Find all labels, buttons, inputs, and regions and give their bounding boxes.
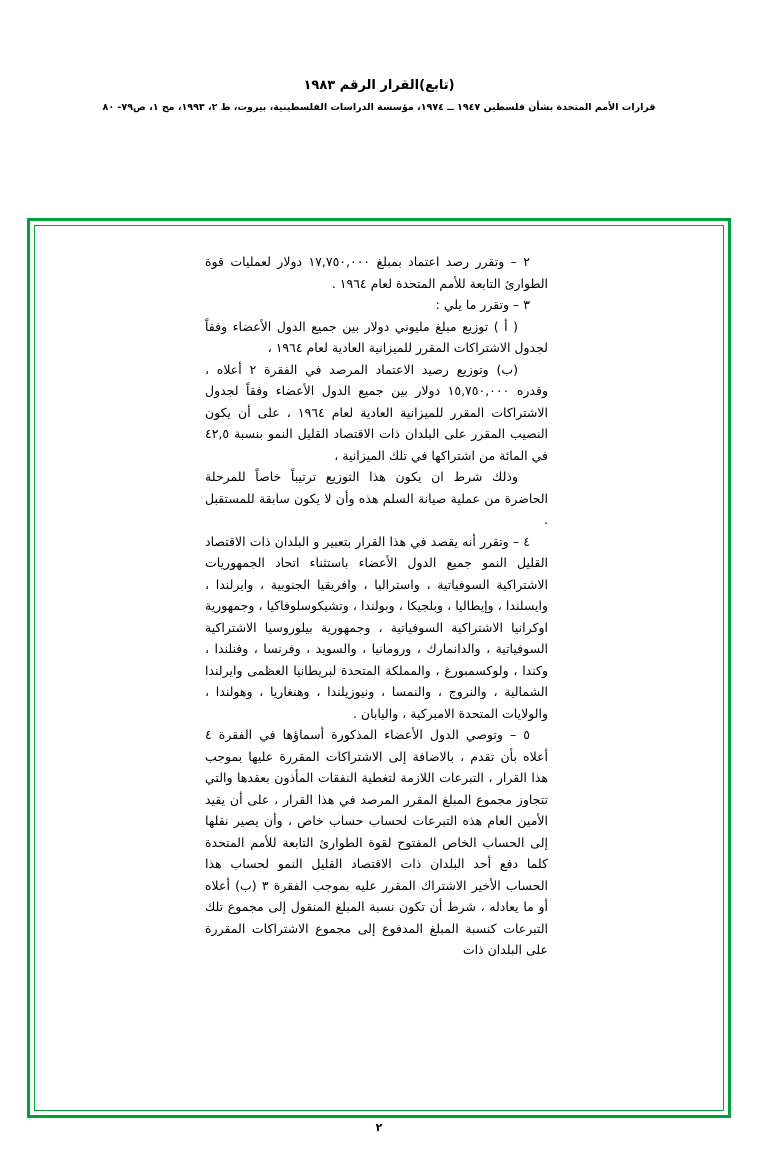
paragraph-4: ٤ – وتقرر أنه يقصد في هذا القرار بتعبير و البلدان ذات الاقتصاد القليل النمو جميع الدول الأعضاء باستثناء اتحاد الجمهوريات الاشتراكية السوفياتية ، واستراليا ، وافريقيا الجنوبية ، وايرلندا ، وايسلندا ، وإيطاليا ، وبلجيكا ، وبولندا ، وتشيكوسلوفاكيا ، وجمهورية اوكرانيا الاشتراكية السوفياتية ، وجمهورية بيلوروسيا الاشتراكية السوفياتية ، والدانمارك ، ورومانيا ، والسويد ، وفرنسا ، وفنلندا ، وكندا ، ولوكسمبورغ ، والمملكة المتحدة لبريطانيا العظمى وايرلندا الشمالية ، والنروج ، والنمسا ، ونيوزيلندا ، وهنغاريا ، وهولندا ، والولايات المتحدة الامبركية ، واليابان . xyxy=(205,533,548,721)
body-text xyxy=(205,251,548,961)
paragraph-2: ٢ – وتقرر رصد اعتماد بمبلغ ١٧,٧٥٠,٠٠٠ دولار لعمليات قوة الطوارئ التابعة للأمم المتحدة لعام ١٩٦٤ . xyxy=(205,254,548,291)
source-citation: قرارات الأمم المتحدة بشأن فلسطين ١٩٤٧ ــ ١٩٧٤، مؤسسة الدراسات الفلسطينية، بيروت، ط ٢، ١٩٩٣، مج ١، ص٧٩- ٨٠ xyxy=(102,102,656,113)
paragraph-proviso: وذلك شرط ان يكون هذا التوزيع ترتيباً خاصاً للمرحلة الحاضرة من عملية صيانة السلم هذه وأن لا يكون سابقة للمستقبل . xyxy=(205,469,548,527)
page-title: (تابع)القرار الرقم ١٩٨٣ xyxy=(303,78,455,93)
paragraph-3a: ( أ ) توزيع مبلغ مليوني دولار بين جميع الدول الأعضاء وفقاً لجدول الاشتراكات المقرر للميزانية العادية لعام ١٩٦٤ ، xyxy=(205,318,548,355)
paragraph-3b: (ب) وتوزيع رصيد الاعتماد المرصد في الفقرة ٢ أعلاه ، وقدره ١٥,٧٥٠,٠٠٠ دولار بين جميع الدول الأعضاء وفقاً لجدول الاشتراكات المقرر للميزانية العادية لعام ١٩٦٤ ، على أن يكون النصيب المقرر على البلدان ذات الاقتصاد القليل النمو بنسبة ٤٢,٥ في المائة من اشتراكها في تلك الميزانية ، xyxy=(205,361,548,463)
paragraph-5: ٥ – وتوصي الدول الأعضاء المذكورة أسماؤها في الفقرة ٤ أعلاه بأن تقدم ، بالاضافة إلى الاشتراكات المقررة عليها بموجب هذا القرار ، التبرعات اللازمة لتغطية النفقات المأذون بعقدها والتي تتجاوز مجموع المبلغ المقرر المرصد في هذا القرار ، على أن يقيد الأمين العام هذه التبرعات لحساب حساب خاص ، وأن يصير نقلها إلى الحساب الخاص المفتوح لقوة الطوارئ التابعة للأمم المتحدة كلما دفع أحد البلدان ذات الاقتصاد القليل النمو لحساب هذا الحساب الأخير الاشتراك المقرر عليه بموجب الفقرة ٣ (ب) أعلاه أو ما يعادله ، شرط أن تكون نسبة المبلغ المنقول إلى مجموع تلك التبرعات كنسبة المبلغ المدفوع إلى مجموع الاشتراكات المقررة على البلدان ذات xyxy=(205,727,548,957)
green-border-frame xyxy=(27,218,731,1118)
page-number: ٢ xyxy=(375,1121,383,1134)
document-page xyxy=(0,78,758,1156)
paragraph-3: ٣ – وتقرر ما يلي : xyxy=(435,297,530,312)
